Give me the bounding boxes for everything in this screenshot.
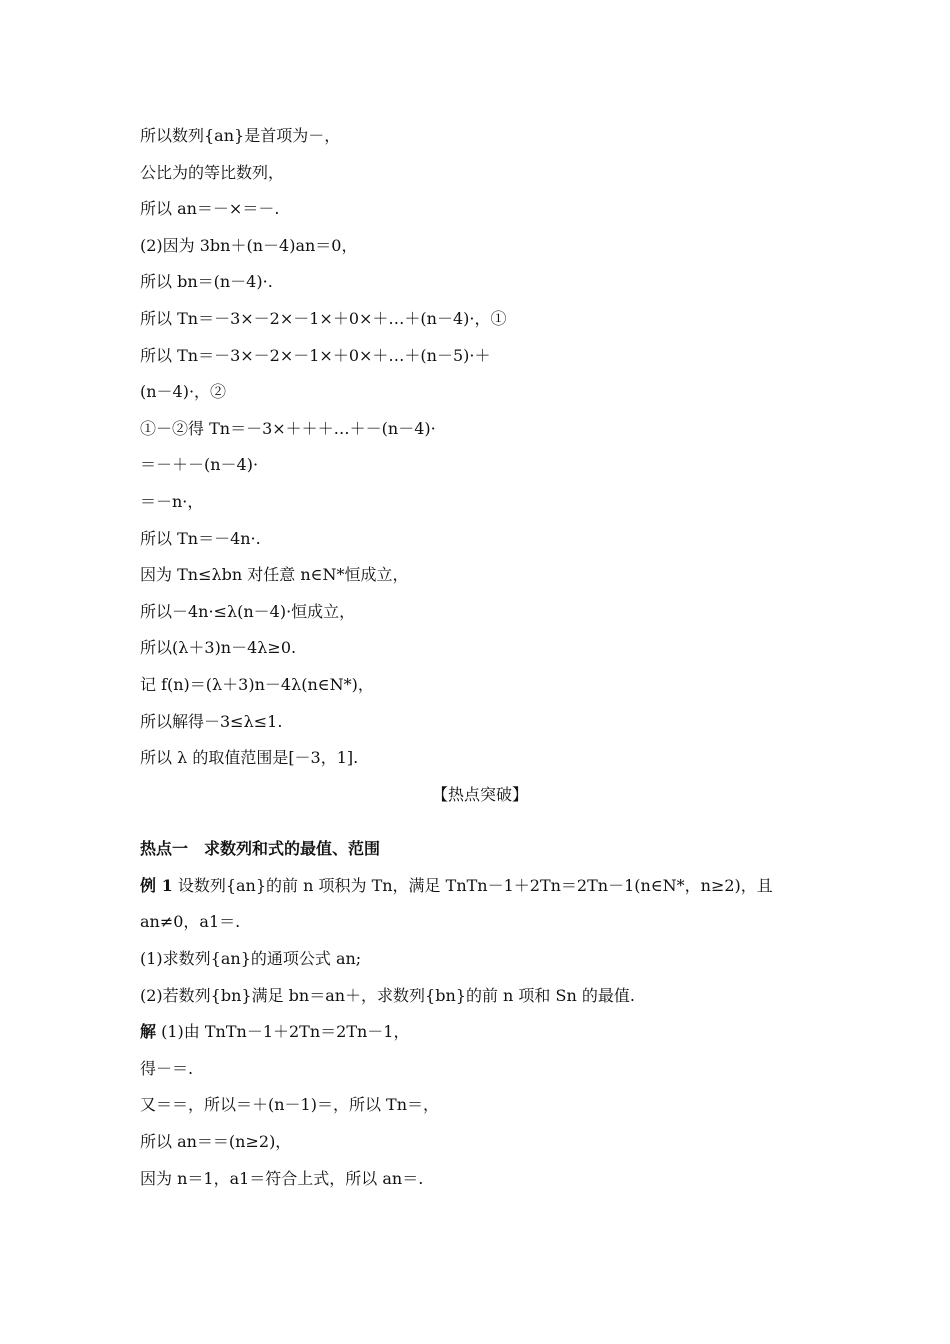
section-title: 【热点突破】 [431, 784, 528, 804]
text-line-16: 记 f(n)＝(λ＋3)n－4λ(n∈N*)， [140, 674, 374, 694]
solution-text-1: (1)由 TnTn－1＋2Tn＝2Tn－1， [161, 1022, 410, 1042]
text-line-15: 所以(λ＋3)n－4λ≥0. [140, 638, 297, 658]
solution-line-5: 因为 n＝1，a1＝符合上式，所以 an＝. [140, 1168, 424, 1188]
solution-label: 解 [140, 1022, 157, 1042]
section-gap [140, 813, 820, 831]
example-text-1: 设数列{an}的前 n 项积为 Tn，满足 TnTn－1＋2Tn＝2Tn－1(n∈N*，n≥2)，且 [177, 875, 773, 895]
solution-line-2: 得－＝. [140, 1058, 194, 1078]
solution-line-1 [140, 1014, 820, 1051]
example-line-2: an≠0，a1＝. [140, 912, 241, 932]
text-line-17: 所以解得－3≤λ≤1. [140, 711, 283, 731]
example-line-1 [140, 868, 820, 905]
text-line-13: 因为 Tn≤λbn 对任意 n∈N*恒成立， [140, 565, 409, 585]
example-question-1: (1)求数列{an}的通项公式 an; [140, 949, 362, 969]
text-line-9: ①－②得 Tn＝－3×＋＋＋…＋－(n－4)· [140, 418, 436, 438]
text-line-14: 所以－4n·≤λ(n－4)·恒成立， [140, 601, 356, 621]
solution-line-4: 所以 an＝＝(n≥2)， [140, 1132, 292, 1152]
text-line-10: ＝－＋－(n－4)· [140, 455, 259, 475]
text-line-3: 所以 an＝－×＝－. [140, 199, 280, 219]
solution-line-3: 又＝＝，所以＝＋(n－1)＝，所以 Tn＝， [140, 1095, 440, 1115]
text-line-11: ＝－n·， [140, 491, 204, 511]
text-line-6: 所以 Tn＝－3×－2×－1×＋0×＋…＋(n－4)·，① [140, 308, 507, 328]
hotspot-title: 热点一 求数列和式的最值、范围 [140, 839, 381, 859]
text-line-5: 所以 bn＝(n－4)·. [140, 272, 273, 292]
text-line-4: (2)因为 3bn＋(n－4)an＝0， [140, 235, 358, 255]
text-line-2: 公比为的等比数列， [140, 162, 285, 182]
text-line-8: (n－4)·，② [140, 382, 227, 402]
text-line-7: 所以 Tn＝－3×－2×－1×＋0×＋…＋(n－5)·＋ [140, 345, 491, 365]
text-line-1: 所以数列{an}是首项为－， [140, 126, 341, 145]
example-label: 例 1 [140, 875, 173, 895]
text-line-12: 所以 Tn＝－4n·. [140, 528, 261, 548]
example-question-2: (2)若数列{bn}满足 bn＝an＋，求数列{bn}的前 n 项和 Sn 的最值. [140, 985, 635, 1005]
text-line-18: 所以 λ 的取值范围是[－3，1]. [140, 748, 359, 768]
document-page [140, 118, 820, 1197]
